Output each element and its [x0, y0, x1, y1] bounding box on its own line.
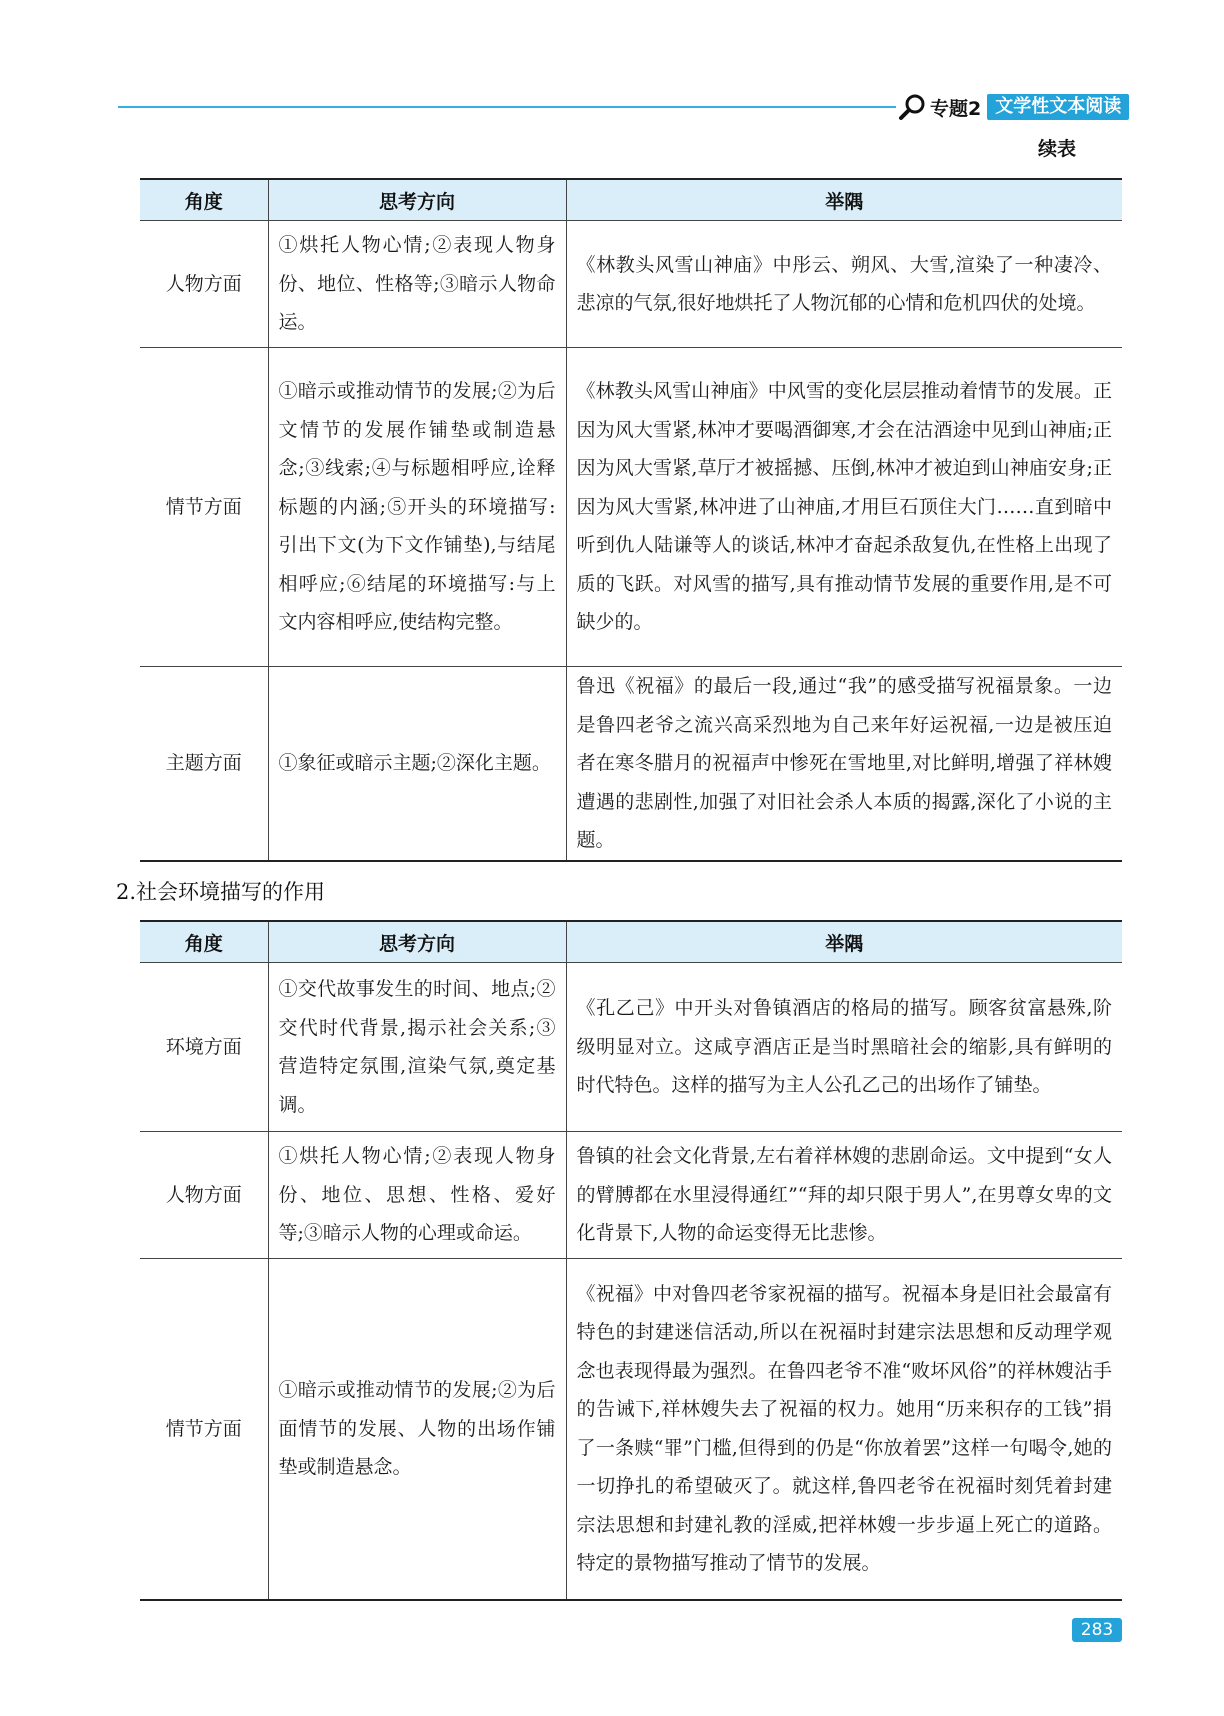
angle-cell: 情节方面	[140, 1259, 268, 1600]
direction-cell: ①烘托人物心情;②表现人物身份、地位、性格等;③暗示人物命运。	[268, 221, 566, 348]
table-row	[140, 963, 1122, 1132]
example-cell: 《林教头风雪山神庙》中风雪的变化层层推动着情节的发展。正因为风大雪紧,林冲才要喝酒御寒,才会在沽酒途中见到山神庙;正因为风大雪紧,草厅才被摇撼、压倒,林冲才被迫到山神庙安身;正因为风大雪紧,林冲进了山神庙,才用巨石顶住大门……直到暗中听到仇人陆谦等人的谈话,林冲才奋起杀敌复仇,在性格上出现了质的飞跃。对风雪的描写,具有推动情节发展的重要作用,是不可缺少的。	[566, 348, 1122, 667]
direction-cell: ①暗示或推动情节的发展;②为后面情节的发展、人物的出场作铺垫或制造悬念。	[268, 1259, 566, 1600]
example-cell: 鲁镇的社会文化背景,左右着祥林嫂的悲剧命运。文中提到“女人的臂膊都在水里浸得通红”“拜的却只限于男人”,在男尊女卑的文化背景下,人物的命运变得无比悲惨。	[566, 1132, 1122, 1259]
direction-cell: ①暗示或推动情节的发展;②为后文情节的发展作铺垫或制造悬念;③线索;④与标题相呼应,诠释标题的内涵;⑤开头的环境描写:引出下文(为下文作铺垫),与结尾相呼应;⑥结尾的环境描写:与上文内容相呼应,使结构完整。	[268, 348, 566, 667]
angle-cell: 人物方面	[140, 1132, 268, 1259]
table-header-row	[140, 179, 1122, 221]
section-badge: 文学性文本阅读	[987, 94, 1129, 120]
magnifier-icon	[896, 92, 928, 122]
example-cell: 《林教头风雪山神庙》中彤云、朔风、大雪,渲染了一种凄冷、悲凉的气氛,很好地烘托了人物沉郁的心情和危机四伏的处境。	[566, 221, 1122, 348]
column-header-direction: 思考方向	[268, 921, 566, 963]
angle-cell: 人物方面	[140, 221, 268, 348]
table-row	[140, 221, 1122, 348]
example-cell: 鲁迅《祝福》的最后一段,通过“我”的感受描写祝福景象。一边是鲁四老爷之流兴高采烈地为自己来年好运祝福,一边是被压迫者在寒冬腊月的祝福声中惨死在雪地里,对比鲜明,增强了祥林嫂遭遇的悲剧性,加强了对旧社会杀人本质的揭露,深化了小说的主题。	[566, 667, 1122, 861]
column-header-angle: 角度	[140, 179, 268, 221]
direction-cell: ①象征或暗示主题;②深化主题。	[268, 667, 566, 861]
direction-cell: ①烘托人物心情;②表现人物身份、地位、思想、性格、爱好等;③暗示人物的心理或命运。	[268, 1132, 566, 1259]
column-header-direction: 思考方向	[268, 179, 566, 221]
example-cell: 《孔乙己》中开头对鲁镇酒店的格局的描写。顾客贫富悬殊,阶级明显对立。这咸亨酒店正是当时黑暗社会的缩影,具有鲜明的时代特色。这样的描写为主人公孔乙己的出场作了铺垫。	[566, 963, 1122, 1132]
table-row	[140, 1259, 1122, 1600]
table-row	[140, 348, 1122, 667]
running-header	[896, 92, 1129, 122]
continued-label: 续表	[1038, 138, 1077, 160]
direction-cell: ①交代故事发生的时间、地点;②交代时代背景,揭示社会关系;③营造特定氛围,渲染气氛,奠定基调。	[268, 963, 566, 1132]
column-header-example: 举隅	[566, 179, 1122, 221]
angle-cell: 主题方面	[140, 667, 268, 861]
subject-label: 专题2	[930, 97, 982, 120]
angle-cell: 环境方面	[140, 963, 268, 1132]
column-header-example: 举隅	[566, 921, 1122, 963]
angle-cell: 情节方面	[140, 348, 268, 667]
header-rule	[118, 106, 896, 108]
table-row	[140, 667, 1122, 861]
social-environment-table	[140, 920, 1122, 1601]
section-title: 2.社会环境描写的作用	[116, 880, 326, 904]
table-row	[140, 1132, 1122, 1259]
example-cell: 《祝福》中对鲁四老爷家祝福的描写。祝福本身是旧社会最富有特色的封建迷信活动,所以在祝福时封建宗法思想和反动理学观念也表现得最为强烈。在鲁四老爷不准“败坏风俗”的祥林嫂沾手的告诫下,祥林嫂失去了祝福的权力。她用“历来积存的工钱”捐了一条赎“罪”门槛,但得到的仍是“你放着罢”这样一句喝令,她的一切挣扎的希望破灭了。就这样,鲁四老爷在祝福时刻凭着封建宗法思想和封建礼教的淫威,把祥林嫂一步步逼上死亡的道路。特定的景物描写推动了情节的发展。	[566, 1259, 1122, 1600]
column-header-angle: 角度	[140, 921, 268, 963]
table-header-row	[140, 921, 1122, 963]
page-number: 283	[1072, 1618, 1122, 1642]
natural-environment-table	[140, 178, 1122, 862]
